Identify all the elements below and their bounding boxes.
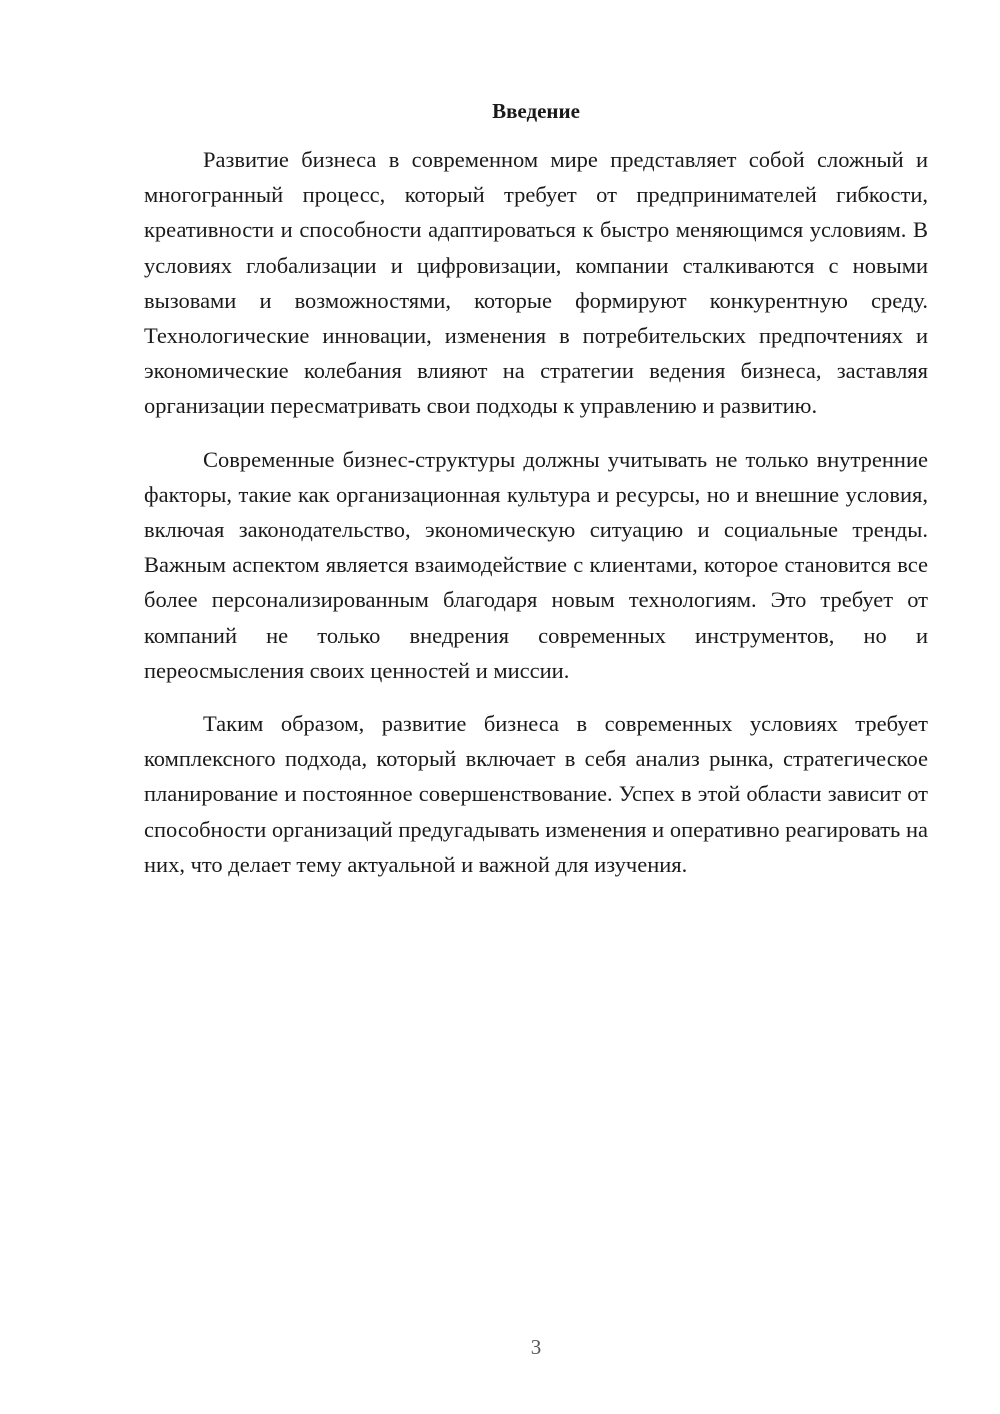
body-text (144, 142, 928, 900)
page-number: 3 (530, 1335, 542, 1359)
paragraph-1: Развитие бизнеса в современном мире представляет собой сложный и многогранный процесс, который требует от предпринимателей гибкости, креативности и способности адаптироваться к быстро меняющимся условиям. В условиях глобализации и цифровизации, компании сталкиваются с новыми вызовами и возможностями, которые формируют конкурентную среду. Технологические инновации, изменения в потребительских предпочтениях и экономические колебания влияют на стратегии ведения бизнеса, заставляя организации пересматривать свои подходы к управлению и развитию. (144, 147, 928, 419)
paragraph-2: Современные бизнес-структуры должны учитывать не только внутренние факторы, такие как организационная культура и ресурсы, но и внешние условия, включая законодательство, экономическую ситуацию и социальные тренды. Важным аспектом является взаимодействие с клиентами, которое становится все более персонализированным благодаря новым технологиям. Это требует от компаний не только внедрения современных инструментов, но и переосмысления своих ценностей и миссии. (144, 446, 928, 683)
paragraph-3: Таким образом, развитие бизнеса в современных условиях требует комплексного подхода, который включает в себя анализ рынка, стратегическое планирование и постоянное совершенствование. Успех в этой области зависит от способности организаций предугадывать изменения и оперативно реагировать на них, что делает тему актуальной и важной для изучения. (144, 711, 928, 877)
section-title: Введение (492, 99, 580, 123)
